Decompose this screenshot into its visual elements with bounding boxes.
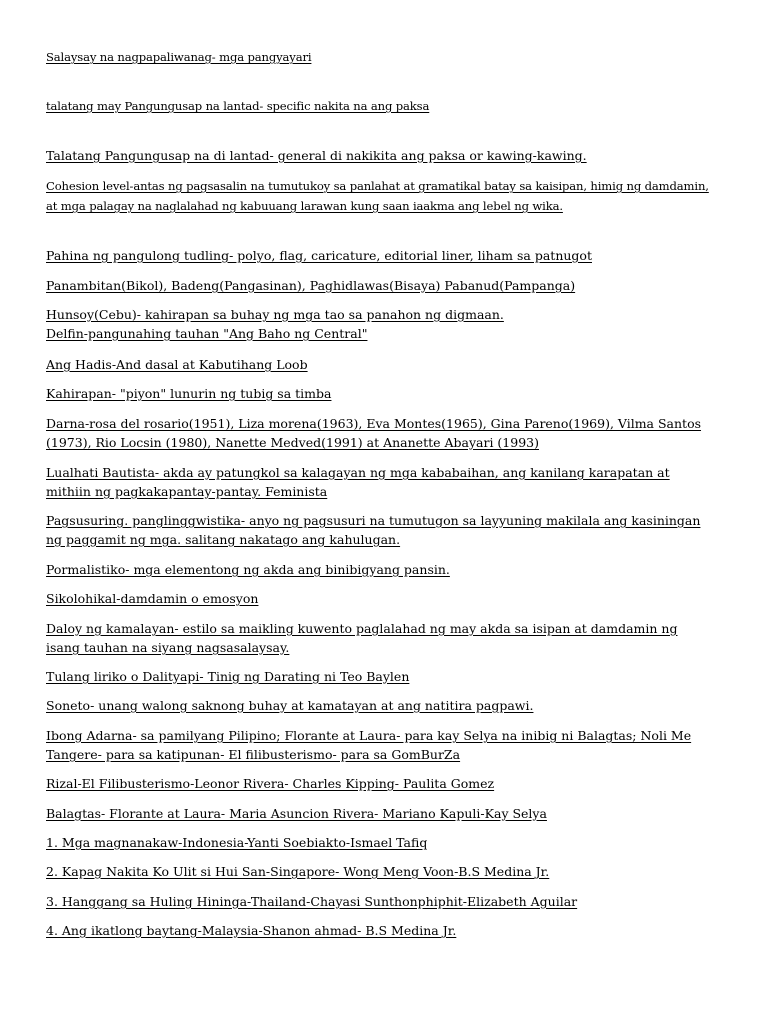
text-line: Ibong Adarna- sa pamilyang Pilipino; Florante at Laura- para kay Selya na inibig ni Balagtas; Noli Me <box>46 728 692 743</box>
text-line: Panambitan(Bikol), Badeng(Pangasinan), Paghidlawas(Bisaya) Pabanud(Pampanga) <box>46 278 576 293</box>
text-line: Pahina ng pangulong tudling- polyo, flag, caricature, editorial liner, liham sa patnugot <box>46 248 592 263</box>
text-line: 4. Ang ikatlong baytang-Malaysia-Shanon ahmad- B.S Medina Jr. <box>46 923 457 938</box>
text-line: talatang may Pangungusap na lantad- specific nakita na ang paksa <box>46 99 430 113</box>
text-line: Talatang Pangungusap na di lantad- general di nakikita ang paksa or kawing-kawing. <box>46 148 587 163</box>
text-line: Kahirapan- "piyon" lunurin ng tubig sa timba <box>46 386 332 401</box>
text-line: (1973), Rio Locsin (1980), Nanette Medved(1991) at Ananette Abayari (1993) <box>46 435 539 450</box>
text-line: Hunsoy(Cebu)- kahirapan sa buhay ng mga tao sa panahon ng digmaan. <box>46 307 504 322</box>
text-line: Pagsusuring. panglinggwistika- anyo ng pagsusuri na tumutugon sa layyuning makilala ang kasiningan <box>46 513 701 528</box>
text-line: Darna-rosa del rosario(1951), Liza morena(1963), Eva Montes(1965), Gina Pareno(1969), Vilma Santos <box>46 416 702 431</box>
text-line: Delfin-pangunahing tauhan "Ang Baho ng Central" <box>46 326 368 341</box>
text-line: Tulang liriko o Dalityapi- Tinig ng Darating ni Teo Baylen <box>46 669 410 684</box>
text-line: Cohesion level-antas ng pagsasalin na tumutukoy sa panlahat at gramatikal batay sa kaisipan, himig ng damdamin, <box>46 179 709 193</box>
text-line: Daloy ng kamalayan- estilo sa maikling kuwento paglalahad ng may akda sa isipan at damdamin ng <box>46 621 678 636</box>
text-line: Rizal-El Filibusterismo-Leonor Rivera- Charles Kipping- Paulita Gomez <box>46 776 495 791</box>
text-line: isang tauhan na siyang nagsasalaysay. <box>46 640 290 655</box>
text-line: 1. Mga magnanakaw-Indonesia-Yanti Soebiakto-Ismael Tafiq <box>46 835 428 850</box>
text-line: Tangere- para sa katipunan- El filibusterismo- para sa GomBurZa <box>46 747 461 762</box>
text-line: Salaysay na nagpapaliwanag- mga pangyayari <box>46 50 312 64</box>
text-line: 3. Hanggang sa Huling Hininga-Thailand-Chayasi Sunthonphiphit-Elizabeth Aguilar <box>46 894 578 909</box>
text-line: mithiin ng pagkakapantay-pantay. Feminista <box>46 484 328 499</box>
text-line: ng paggamit ng mga. salitang nakatago ang kahulugan. <box>46 532 401 547</box>
text-line: 2. Kapag Nakita Ko Ulit si Hui San-Singapore- Wong Meng Voon-B.S Medina Jr. <box>46 864 550 879</box>
text-line: Lualhati Bautista- akda ay patungkol sa kalagayan ng mga kababaihan, ang kanilang karapatan at <box>46 465 670 480</box>
text-line: Pormalistiko- mga elementong ng akda ang binibigyang pansin. <box>46 562 450 577</box>
text-line: at mga palagay na naglalahad ng kabuuang larawan kung saan iaakma ang lebel ng wika. <box>46 199 563 213</box>
text-line: Ang Hadis-And dasal at Kabutihang Loob <box>46 357 308 372</box>
text-line: Balagtas- Florante at Laura- Maria Asuncion Rivera- Mariano Kapuli-Kay Selya <box>46 806 547 821</box>
text-line: Soneto- unang walong saknong buhay at kamatayan at ang natitira pagpawi. <box>46 698 534 713</box>
text-line: Sikolohikal-damdamin o emosyon <box>46 591 259 606</box>
